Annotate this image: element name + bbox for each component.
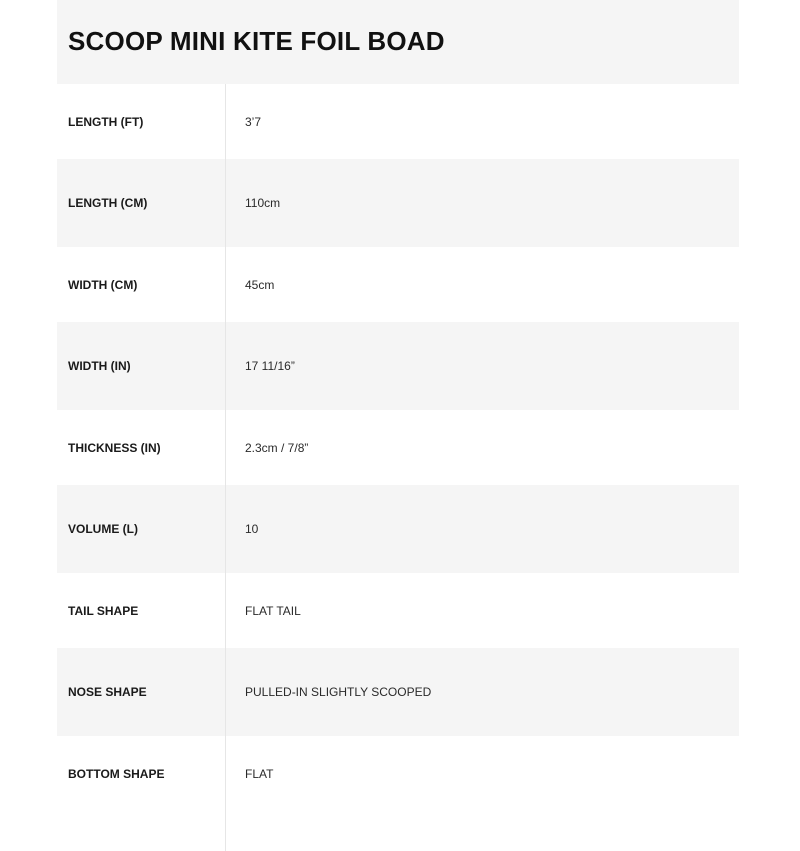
spec-row-nose-shape [57,648,739,736]
spec-label: TAIL SHAPE [68,603,139,618]
spec-label: WIDTH (CM) [68,277,138,292]
spec-value: 3’7 [245,114,262,129]
spec-value: 2.3cm / 7/8” [245,440,309,455]
spec-row-thickness [57,410,739,485]
table-header [57,0,739,84]
spec-value: PULLED-IN SLIGHTLY SCOOPED [245,685,432,699]
spec-rows [57,84,739,811]
spec-row-length-cm [57,159,739,247]
spec-label: NOSE SHAPE [68,685,147,699]
spec-value: 110cm [245,196,281,210]
spec-table [57,0,739,811]
spec-label: VOLUME (L) [68,522,138,536]
spec-row-volume [57,485,739,573]
spec-row-tail-shape [57,573,739,648]
page-title: SCOOP MINI KITE FOIL BOAD [68,25,445,56]
spec-row-width-cm [57,247,739,322]
spec-value: FLAT TAIL [245,603,301,618]
spec-row-length-ft [57,84,739,159]
spec-label: LENGTH (FT) [68,114,144,129]
spec-value: 45cm [245,277,275,292]
spec-row-width-in [57,322,739,410]
spec-value: FLAT [245,766,274,781]
spec-label: LENGTH (CM) [68,196,148,210]
spec-label: WIDTH (IN) [68,359,131,373]
spec-label: THICKNESS (IN) [68,440,161,455]
spec-label: BOTTOM SHAPE [68,766,165,781]
spec-value: 10 [245,522,259,536]
spec-value: 17 11/16” [245,359,295,373]
